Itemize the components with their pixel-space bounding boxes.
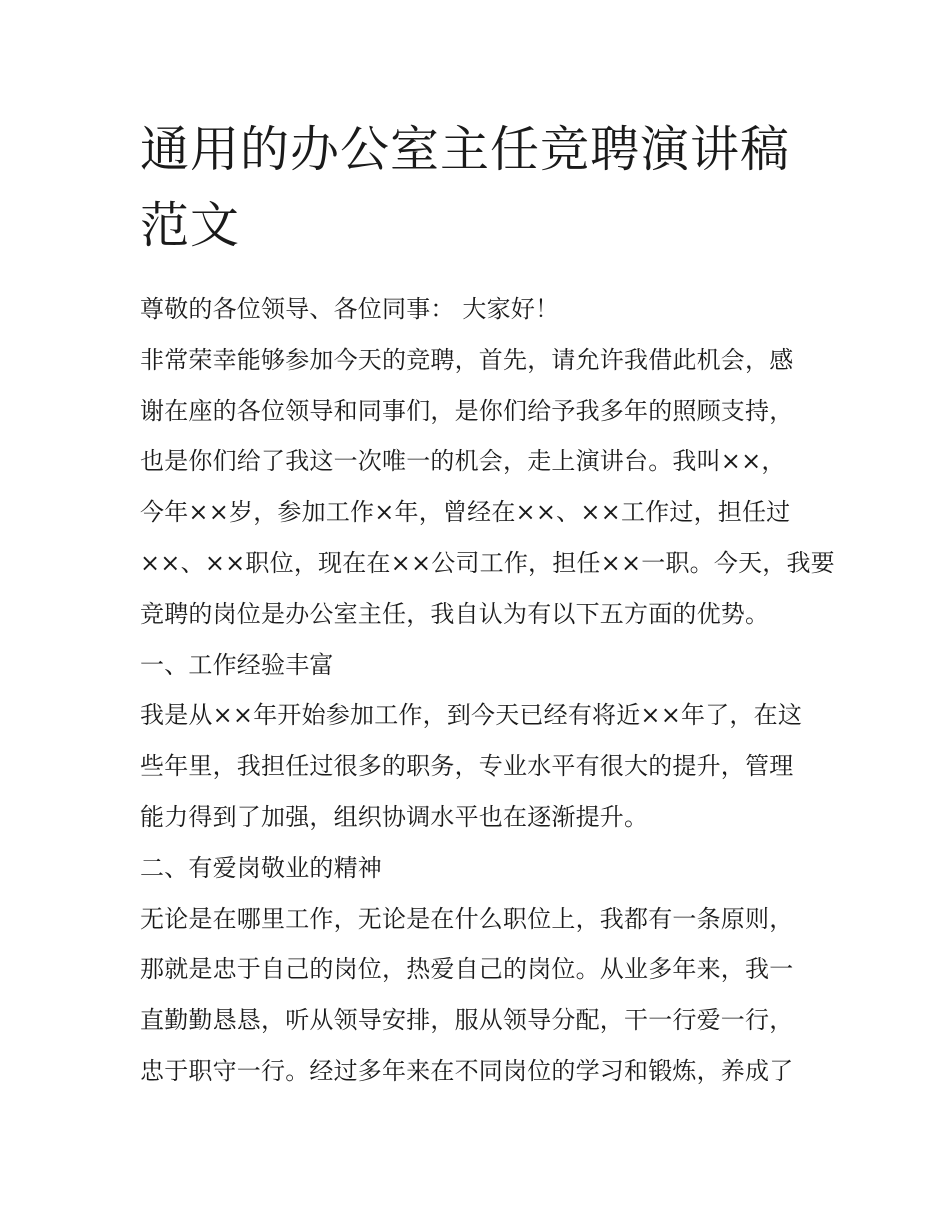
body-line: 也是你们给了我这一次唯一的机会，走上演讲台。我叫××，: [140, 447, 786, 476]
body-line: 能力得到了加强，组织协调水平也在逐渐提升。: [140, 802, 649, 831]
title-line: 范文: [140, 197, 241, 254]
document-title: [140, 112, 820, 264]
body-line: 无论是在哪里工作，无论是在什么职位上，我都有一条原则，: [140, 904, 794, 933]
body-line: 些年里，我担任过很多的职务，专业水平有很大的提升，管理: [140, 752, 794, 781]
body-line: 直勤勤恳恳，听从领导安排，服从领导分配，干一行爱一行，: [140, 1006, 794, 1035]
body-line: 忠于职守一行。经过多年来在不同岗位的学习和锻炼，养成了: [140, 1056, 794, 1085]
section-heading: 二、有爱岗敬业的精神: [140, 853, 382, 882]
body-line: 非常荣幸能够参加今天的竞聘，首先，请允许我借此机会，感: [140, 345, 794, 374]
body-line: 今年××岁，参加工作×年，曾经在××、××工作过，担任过: [140, 498, 791, 527]
greeting-line: 尊敬的各位领导、各位同事： 大家好！: [140, 295, 560, 323]
title-line: 通用的办公室主任竞聘演讲稿: [140, 121, 791, 178]
document-body: [140, 284, 835, 1097]
section-heading: 一、工作经验丰富: [140, 650, 334, 679]
body-line: 谢在座的各位领导和同事们，是你们给予我多年的照顾支持，: [140, 396, 794, 425]
body-line: 那就是忠于自己的岗位，热爱自己的岗位。从业多年来，我一: [140, 955, 794, 984]
body-line: ××、××职位，现在在××公司工作，担任××一职。今天，我要: [140, 548, 835, 577]
body-line: 我是从××年开始参加工作，到今天已经有将近××年了，在这: [140, 701, 803, 730]
body-line: 竞聘的岗位是办公室主任，我自认为有以下五方面的优势。: [140, 599, 770, 628]
